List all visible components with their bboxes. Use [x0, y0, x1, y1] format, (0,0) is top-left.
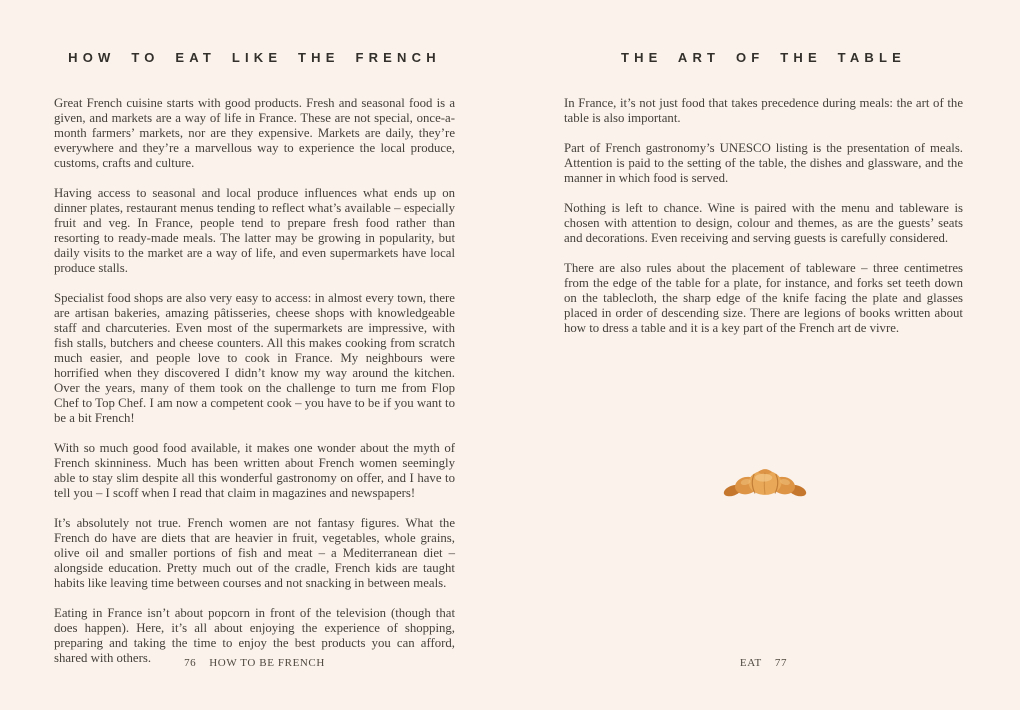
paragraph: It’s absolutely not true. French women are not fantasy figures. What the French do have are diets that are heavier in fruit, vegetables, whole grains, olive oil and smaller portions of fish and meat – a Mediterranean diet – alongside education. Pretty much out of the cradle, French kids are taught habits like leaving time between courses and not snacking in between meals.: [54, 516, 455, 590]
section-label: EAT: [739, 657, 762, 669]
croissant-illustration: [722, 455, 808, 509]
left-page-footer: [54, 657, 455, 669]
right-page-title: THE ART OF THE TABLE: [620, 50, 907, 65]
paragraph: Eating in France isn’t about popcorn in front of the television (though that does happen). Here, it’s all about enjoying the experience of shopping, preparing and taking the time to enjoy the best products you can afford, shared with others.: [54, 606, 455, 665]
page-number: 77: [774, 657, 788, 669]
paragraph: With so much good food available, it makes one wonder about the myth of French skinniness. Much has been written about French women seemingly able to stay slim despite all this wonderful gastronomy on offer, and I have to tell you – I scoff when I read that claim in magazines and newspapers!: [54, 441, 455, 500]
paragraph: Having access to seasonal and local produce influences what ends up on dinner plates, restaurant menus tending to reflect what’s available – especially fruit and veg. In France, people tend to prepare fresh food rather than resorting to ready-made meals. The latter may be growing in popularity, but daily visits to the market are a way of life, and even supermarkets have local produce stalls.: [54, 186, 455, 275]
paragraph: Great French cuisine starts with good products. Fresh and seasonal food is a given, and markets are a way of life in France. These are not special, once-a-month farmers’ markets, nor are they expensive. Markets are daily, they’re everywhere and they’re a marvellous way to experience the local produce, customs, crafts and culture.: [54, 96, 455, 170]
paragraph: Part of French gastronomy’s UNESCO listing is the presentation of meals. Attention is paid to the setting of the table, the dishes and glassware, and the manner in which food is served.: [564, 141, 963, 185]
left-page-title: HOW TO EAT LIKE THE FRENCH: [68, 50, 441, 65]
paragraph: Specialist food shops are also very easy to access: in almost every town, there are artisan bakeries, amazing pâtisseries, cheese shops with knowledgeable staff and charcuteries. Even most of the supermarkets are impressive, with fish stalls, butchers and cheese counters. All this makes cooking from scratch much easier, and people love to cook in France. My neighbours were horrified when they discovered I didn’t know my way around the kitchen. Over the years, many of them took on the challenge to turn me from Flop Chef to Top Chef. I am now a competent cook – you have to be if you want to be a bit French!: [54, 291, 455, 425]
paragraph: There are also rules about the placement of tableware – three centimetres from the edge of the table for a plate, for instance, and forks set teeth down on the tablecloth, the sharp edge of the knife facing the plate and glasses placed in order of descending size. There are legions of books written about how to dress a table and it is a key part of the French art de vivre.: [564, 261, 963, 335]
paragraph: Nothing is left to chance. Wine is paired with the menu and tableware is chosen with attention to design, colour and themes, as are the guests’ seats and decorations. Even receiving and serving guests is carefully considered.: [564, 201, 963, 245]
section-label: HOW TO BE FRENCH: [209, 657, 325, 669]
page-number: 76: [184, 657, 197, 669]
paragraph: In France, it’s not just food that takes precedence during meals: the art of the table is also important.: [564, 96, 963, 125]
croissant-icon: [722, 455, 808, 509]
right-page: [510, 0, 1020, 710]
left-page-content: [54, 50, 455, 681]
right-page-content: [564, 50, 963, 351]
right-page-footer: [564, 657, 963, 669]
